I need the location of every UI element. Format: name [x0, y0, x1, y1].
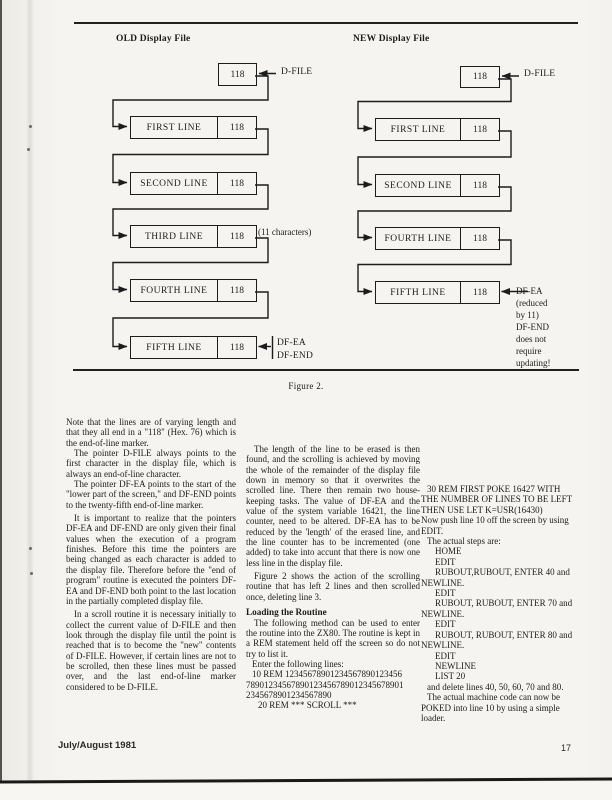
new-second-line-box: [375, 174, 500, 197]
line-label: FOURTH LINE: [140, 285, 208, 296]
line-marker: 118: [460, 119, 499, 140]
text-line: EDIT: [435, 588, 456, 599]
note-line: (reduced: [516, 298, 548, 308]
text-line: RUBOUT, RUBOUT, ENTER 80 and: [435, 629, 573, 640]
staple-dot: [29, 547, 32, 550]
figure-bottom-rule: [73, 369, 579, 371]
note-line: require: [516, 346, 542, 356]
scan-left-edge: [0, 0, 2, 800]
line-label: SECOND LINE: [140, 178, 208, 189]
text-line: THE NUMBER OF LINES TO BE LEFT: [421, 494, 573, 505]
line-label: THIRD LINE: [144, 231, 204, 242]
old-dfea-label: DF-EA: [277, 338, 306, 348]
text-line: 30 REM FIRST POKE 16427 WITH: [427, 484, 561, 494]
text-line: EDIT: [435, 556, 456, 567]
line-label: FIFTH LINE: [146, 342, 202, 353]
text-line: NEWLINE.: [421, 577, 465, 588]
old-dfile-label: D-FILE: [281, 67, 313, 77]
section-heading: Loading the Routine: [246, 607, 327, 618]
text-column-3: [421, 484, 600, 723]
old-top-marker-box: 118: [218, 63, 257, 86]
paragraph: Note that the lines are of varying length and that they all end in a "118" (Hex. 76) which is the end-of-line marker.: [66, 417, 236, 448]
old-first-line-box: [130, 116, 257, 139]
line-marker: 118: [217, 173, 256, 194]
text-line: RUBOUT, RUBOUT, ENTER 70 and: [435, 598, 573, 609]
page-number: 17: [561, 743, 572, 753]
new-fifth-line-box: [375, 281, 500, 304]
new-dfea-note: [516, 285, 586, 369]
note-line: DF-EA: [516, 286, 543, 296]
line-marker: 118: [217, 226, 256, 247]
figure-caption: Figure 2.: [288, 381, 324, 391]
line-label: FIFTH LINE: [390, 287, 446, 298]
paragraph: Figure 2 shows the action of the scrolling routine that has left 2 lines and then scrolled once, deleting line 3.: [246, 571, 420, 602]
note-line: DF-END: [516, 322, 549, 332]
text-line: EDIT: [435, 650, 456, 661]
text-column-1: [66, 417, 236, 692]
issue-date: July/August 1981: [58, 740, 137, 751]
line-marker: 118: [217, 280, 256, 301]
text-line: The actual machine code can now be: [427, 692, 560, 703]
code-line: 2345678901234567890: [246, 689, 332, 700]
text-line: EDIT.: [421, 525, 444, 536]
note-line: updating!: [516, 358, 551, 368]
line-marker: 118: [460, 228, 499, 249]
old-second-line-box: [130, 172, 257, 195]
text-line: HOME: [435, 546, 462, 557]
text-line: EDIT: [435, 619, 456, 630]
line-label: SECOND LINE: [384, 180, 452, 191]
figure-top-rule: [74, 22, 578, 24]
paragraph: The pointer D-FILE always points to the first character in the display file, which is always an end-of-line character.: [66, 448, 236, 479]
new-dfile-label: D-FILE: [524, 69, 556, 79]
binding-crease: [26, 0, 34, 800]
text-line: NEWLINE.: [421, 608, 465, 619]
old-dfend-label: DF-END: [277, 351, 314, 361]
paragraph: The following method can be used to enter the routine into the ZX80. The routine is kept in a REM statement held off the screen so do not try to list it.: [246, 617, 420, 659]
staple-dot: [30, 572, 33, 575]
code-line: 10 REM 12345678901234567890123456: [252, 669, 403, 680]
line-label: FOURTH LINE: [384, 233, 452, 244]
text-line: RUBOUT,RUBOUT, ENTER 40 and: [435, 567, 570, 578]
text-line: THEN USE LET K=USR(16430): [421, 504, 543, 515]
paragraph: The pointer DF-EA points to the start of the "lower part of the screen," and DF-END points to the twenty-fifth end-of-line marker.: [66, 479, 236, 510]
new-diagram-title: NEW Display File: [353, 34, 430, 44]
text-line: loader.: [421, 712, 446, 723]
paragraph: The length of the line to be erased is then found, and the scrolling is achieved by moving the whole of the remainder of the display file down in memory so that it overwrites the scrolled line. There then remain two house-keeping tasks. The value of DF-EA and the value of the system variable 16421, the line counter, need to be altered. DF-EA has to be reduced by the 'length' of the erased line, and the line counter has to be incremented (one added) to take into accunt that there is now one less line in the display file.: [246, 444, 420, 568]
line-label: FIRST LINE: [146, 122, 202, 133]
line-label: FIRST LINE: [390, 124, 446, 135]
line-marker: 118: [460, 282, 499, 303]
text-line: NEWLINE.: [421, 640, 465, 651]
code-intro-line: Enter the following lines:: [252, 658, 344, 669]
old-third-line-box: [130, 225, 257, 248]
old-diagram-title: OLD Display File: [116, 34, 191, 44]
line-marker: 118: [217, 117, 256, 138]
code-line: 78901234567890123456789012345678901: [246, 679, 404, 690]
paragraph: It is important to realize that the pointers DF-EA and DF-END are only given their final values when the execution of a program finishes. Before this time the pointers are being changed as each character is added to the display file. Therefore before the "end of program" routine is executed the pointers DF-EA and DF-END both point to the last location in the partially completed display file.: [66, 513, 236, 606]
text-column-2: [246, 444, 420, 711]
line-marker: 118: [460, 175, 499, 196]
text-line: The actual steps are:: [427, 536, 501, 547]
staple-dot: [27, 148, 30, 151]
paragraph: In a scroll routine it is necessary initially to collect the current value of D-FILE and then look through the display file until the point is reached that is to become the "new" contents of D-FILE. However, if certain lines are not to be scrolled, then these lines must be passed over, and the last end-of-line marker considered to be D-FILE.: [66, 609, 236, 692]
text-line: Now push line 10 off the screen by using: [421, 515, 569, 526]
text-line: LIST 20: [435, 671, 466, 682]
note-line: by 11): [516, 310, 539, 320]
scanner-background: [0, 782, 612, 800]
characters-note: (11 characters): [258, 227, 312, 237]
text-line: NEWLINE: [435, 660, 476, 671]
code-line: 20 REM *** SCROLL ***: [258, 700, 357, 711]
text-line: POKED into line 10 by using a simple: [421, 702, 560, 713]
new-top-marker-box: 118: [460, 66, 500, 88]
old-fourth-line-box: [130, 279, 257, 302]
text-line: and delete lines 40, 50, 60, 70 and 80.: [427, 681, 564, 692]
new-first-line-box: [375, 118, 500, 141]
note-line: does not: [516, 334, 547, 344]
line-marker: 118: [217, 337, 256, 358]
old-fifth-line-box: [130, 336, 257, 359]
new-fourth-line-box: [375, 227, 500, 250]
staple-dot: [29, 125, 32, 128]
